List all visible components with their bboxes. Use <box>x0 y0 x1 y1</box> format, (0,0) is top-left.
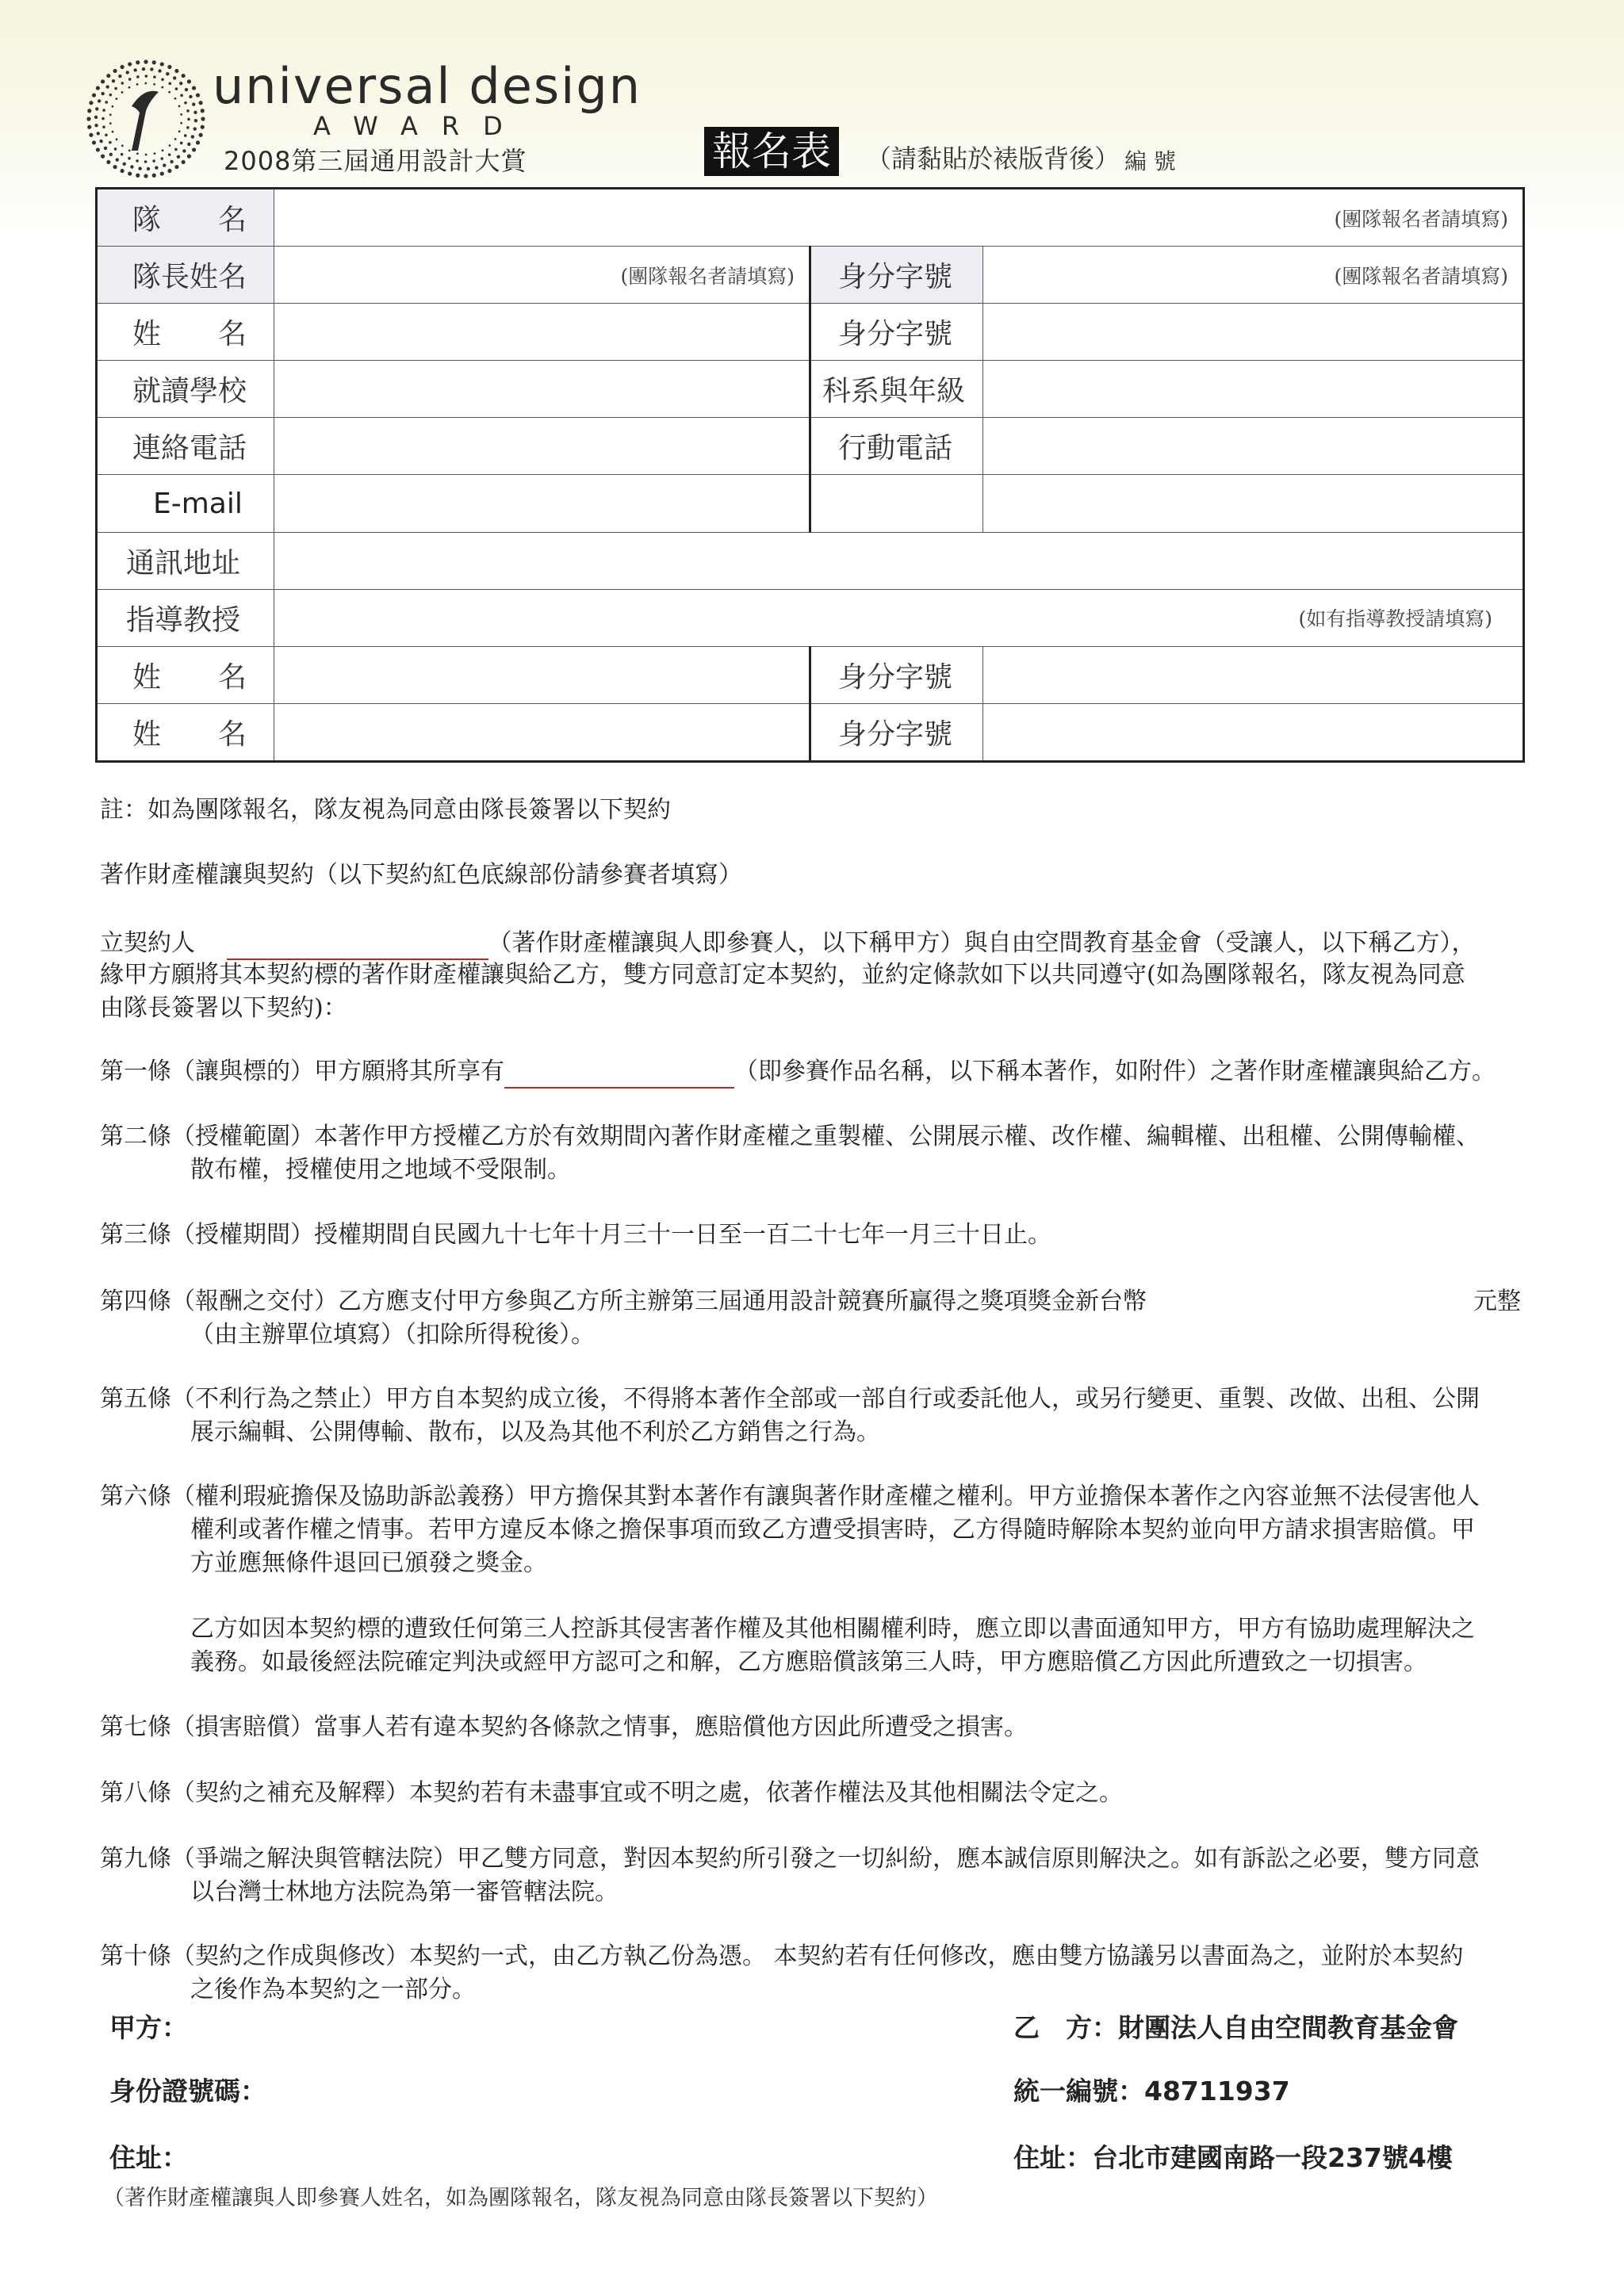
team-note: 註：如為團隊報名，隊友視為同意由隊長簽署以下契約 <box>100 796 671 824</box>
table-row-team <box>97 189 1524 247</box>
contractor-name-blank[interactable] <box>227 924 488 960</box>
advisor2-name-field[interactable] <box>274 703 810 761</box>
school-field[interactable] <box>274 361 810 418</box>
advisor-label: 指導教授 <box>97 589 274 646</box>
article-4-unit: 元整 <box>1473 1288 1521 1315</box>
advisor2-id-field[interactable] <box>983 703 1524 761</box>
member-id-label: 身分字號 <box>810 304 983 361</box>
article-4-line-1: 第四條（報酬之交付）乙方應支付甲方參與乙方所主辦第三屆通用設計競賽所贏得之獎項獎金新台幣 <box>100 1288 1147 1315</box>
article-1-text-b: （即參賽作品名稱，以下稱本著作，如附件）之著作財產權讓與給乙方。 <box>734 1058 1496 1085</box>
table-row-advisor-1 <box>97 646 1524 703</box>
department-label: 科系與年級 <box>810 361 983 418</box>
table-row-address <box>97 532 1524 589</box>
id-card-label: 身份證號碼： <box>109 2076 266 2107</box>
article-10-line-2: 之後作為本契約之一部分。 <box>190 1976 476 2003</box>
logo-subtitle: 2008第三屆通用設計大賞 <box>224 146 527 176</box>
article-6-line-1: 第六條（權利瑕疵擔保及協助訴訟義務）甲方擔保其對本著作有讓與著作財產權之權利。甲方並擔保本著作之內容並無不法侵害他人 <box>100 1483 1480 1510</box>
mobile-label: 行動電話 <box>810 418 983 475</box>
contractor-label: 立契約人 <box>100 929 195 957</box>
mobile-field[interactable] <box>983 418 1524 475</box>
table-row-advisor-2 <box>97 703 1524 761</box>
form-title: 報名表 <box>704 127 839 176</box>
contract-heading: 著作財產權讓與契約（以下契約紅色底線部份請參賽者填寫） <box>100 861 742 889</box>
advisor2-id-label: 身分字號 <box>810 703 983 761</box>
article-2-line-1: 第二條（授權範圍）本著作甲方授權乙方於有效期間內著作財產權之重製權、公開展示權、改作權、編輯權、出租權、公開傳輸權、 <box>100 1123 1480 1150</box>
phone-label: 連絡電話 <box>97 418 274 475</box>
school-label: 就讀學校 <box>97 361 274 418</box>
leader-id-label: 身分字號 <box>810 247 983 304</box>
logo-award-text: AWARD <box>313 111 527 141</box>
article-7: 第七條（損害賠償）當事人若有違本契約各條款之情事，應賠償他方因此所遭受之損害。 <box>100 1713 1028 1741</box>
address-a-label: 住址： <box>109 2142 188 2173</box>
article-8: 第八條（契約之補充及解釋）本契約若有未盡事宜或不明之處，依著作權法及其他相關法令定之。 <box>100 1779 1123 1807</box>
leader-name-label: 隊長姓名 <box>97 247 274 304</box>
advisor-hint: (如有指導教授請填寫) <box>1298 607 1493 631</box>
email-extra-cell <box>810 475 983 532</box>
table-row-school <box>97 361 1524 418</box>
signature-footnote: （著作財產權讓與人即參賽人姓名，如為團隊報名，隊友視為同意由隊長簽署以下契約） <box>103 2186 938 2210</box>
article-1-text-a: 第一條（讓與標的）甲方願將其所享有 <box>100 1058 504 1085</box>
article-5-line-2: 展示編輯、公開傳輸、散布，以及為其他不利於乙方銷售之行為。 <box>190 1418 880 1446</box>
table-row-advisor <box>97 589 1524 646</box>
advisor1-name-field[interactable] <box>274 646 810 703</box>
article-1 <box>100 1054 1496 1089</box>
article-2-line-2: 散布權，授權使用之地域不受限制。 <box>190 1156 571 1184</box>
address-label: 通訊地址 <box>97 532 274 589</box>
advisor1-id-label: 身分字號 <box>810 646 983 703</box>
phone-field[interactable] <box>274 418 810 475</box>
email-field[interactable] <box>274 475 810 532</box>
email-extra-field[interactable] <box>983 475 1524 532</box>
advisor1-id-field[interactable] <box>983 646 1524 703</box>
team-name-hint: (團隊報名者請填寫) <box>1334 207 1509 231</box>
advisor1-name-label: 姓 名 <box>97 646 274 703</box>
contract-intro-line-3: 由隊長簽署以下契約)： <box>100 994 347 1022</box>
party-a-label: 甲方： <box>109 2012 188 2043</box>
form-number-label: 編 號 <box>1124 148 1176 174</box>
leader-id-hint: (團隊報名者請填寫) <box>1334 264 1509 288</box>
member-name-label: 姓 名 <box>97 304 274 361</box>
article-5-line-1: 第五條（不利行為之禁止）甲方自本契約成立後，不得將本著作全部或一部自行或委託他人，或另行變更、重製、改做、出租、公開 <box>100 1385 1480 1413</box>
article-6-line-5: 義務。如最後經法院確定判決或經甲方認可之和解，乙方應賠償該第三人時，甲方應賠償乙方因此所遭致之一切損害。 <box>190 1648 1427 1676</box>
article-10-line-1: 第十條（契約之作成與修改）本契約一式，由乙方執乙份為憑。 本契約若有任何修改，應由雙方協議另以書面為之，並附於本契約 <box>100 1942 1464 1970</box>
address-b: 住址：台北市建國南路一段237號4樓 <box>1013 2142 1453 2173</box>
article-9-line-2: 以台灣士林地方法院為第一審管轄法院。 <box>190 1878 619 1906</box>
table-row-member <box>97 304 1524 361</box>
registration-table <box>95 187 1525 763</box>
department-field[interactable] <box>983 361 1524 418</box>
leader-name-field[interactable] <box>274 247 810 304</box>
contract-intro-line-2: 緣甲方願將其本契約標的著作財產權讓與給乙方，雙方同意訂定本契約，並約定條款如下以共同遵守(如為團隊報名，隊友視為同意 <box>100 961 1465 989</box>
advisor-field[interactable] <box>274 589 1524 646</box>
work-title-blank[interactable] <box>504 1055 734 1089</box>
contract-intro-text: （著作財產權讓與人即參賽人，以下稱甲方）與自由空間教育基金會（受讓人，以下稱乙方）， <box>488 929 1476 957</box>
logo-script-text: universal design <box>213 57 642 115</box>
advisor2-name-label: 姓 名 <box>97 703 274 761</box>
email-label: E-mail <box>97 475 274 532</box>
leader-name-hint: (團隊報名者請填寫) <box>620 264 795 288</box>
universal-design-logo-icon <box>82 55 209 182</box>
member-name-field[interactable] <box>274 304 810 361</box>
team-name-label: 隊 名 <box>97 189 274 247</box>
table-row-phone <box>97 418 1524 475</box>
form-note: （請黏貼於裱版背後） <box>866 144 1120 174</box>
article-6-line-3: 方並應無條件退回已頒發之獎金。 <box>190 1549 547 1577</box>
unified-number: 統一編號：48711937 <box>1013 2076 1290 2107</box>
address-field[interactable] <box>274 532 1524 589</box>
table-row-email <box>97 475 1524 532</box>
member-id-field[interactable] <box>983 304 1524 361</box>
article-4-line-2: （由主辦單位填寫）（扣除所得稅後）。 <box>190 1321 595 1349</box>
contract-intro-line-1 <box>100 924 1476 960</box>
party-b-label: 乙 方：財團法人自由空間教育基金會 <box>1013 2012 1458 2043</box>
leader-id-field[interactable] <box>983 247 1524 304</box>
article-6-line-2: 權利或著作權之情事。若甲方違反本條之擔保事項而致乙方遭受損害時，乙方得隨時解除本契約並向甲方請求損害賠償。甲 <box>190 1516 1475 1544</box>
team-name-field[interactable] <box>274 189 1524 247</box>
article-3: 第三條（授權期間）授權期間自民國九十七年十月三十一日至一百二十七年一月三十日止。 <box>100 1221 1051 1249</box>
article-6-line-4: 乙方如因本契約標的遭致任何第三人控訴其侵害著作權及其他相關權利時，應立即以書面通知甲方，甲方有協助處理解決之 <box>190 1615 1475 1643</box>
table-row-leader <box>97 247 1524 304</box>
article-9-line-1: 第九條（爭端之解決與管轄法院）甲乙雙方同意，對因本契約所引發之一切糾紛，應本誠信原則解決之。如有訴訟之必要，雙方同意 <box>100 1845 1480 1873</box>
